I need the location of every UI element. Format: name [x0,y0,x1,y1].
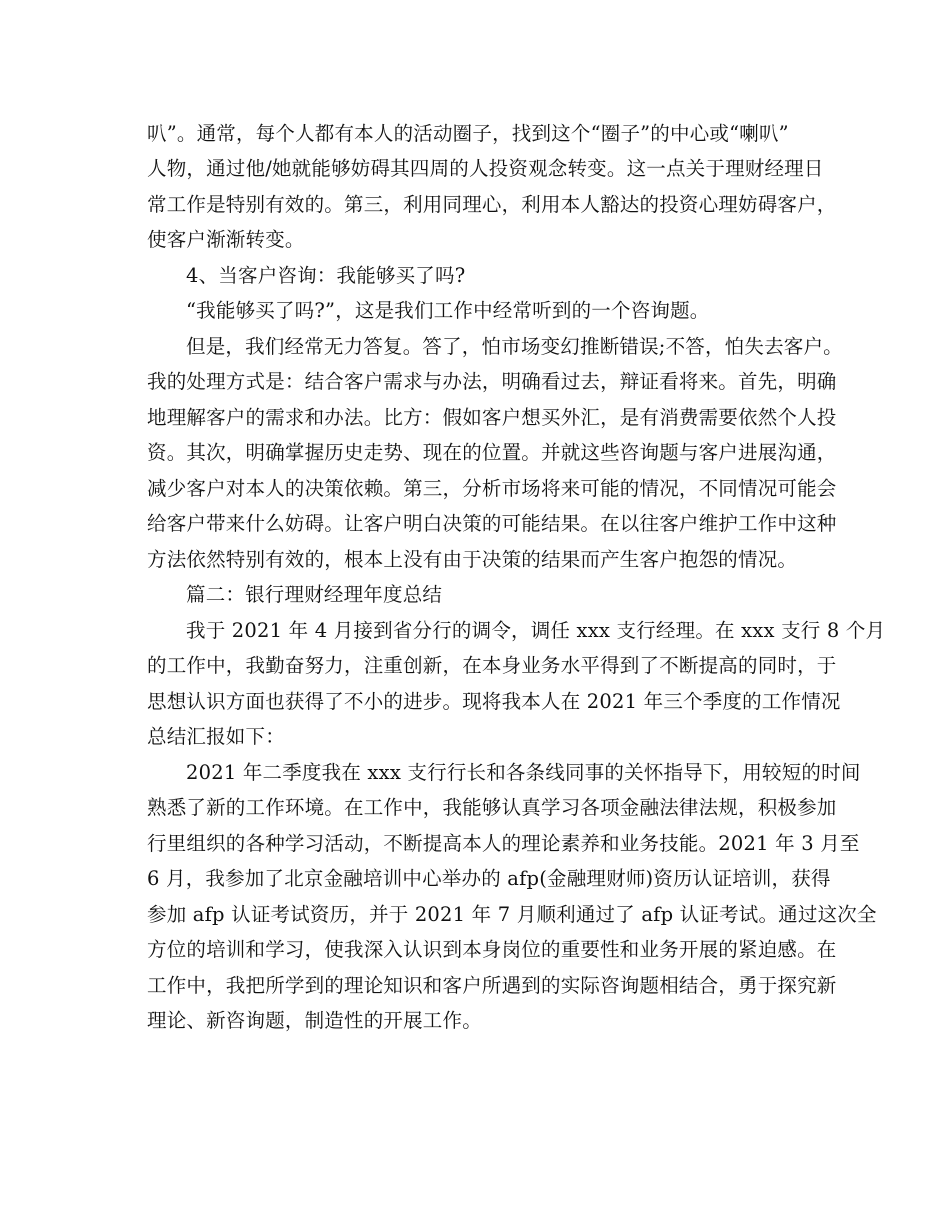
text-line: 理论、新咨询题，制造性的开展工作。 [147,1009,482,1032]
text-line: 常工作是特别有效的。第三，利用同理心，利用本人豁达的投资心理妨碍客户， [147,193,837,216]
text-line: 工作中，我把所学到的理论知识和客户所遇到的实际咨询题相结合，勇于探究新 [147,974,837,997]
text-line: 思想认识方面也获得了不小的进步。现将我本人在 2021 年三个季度的工作情况 [147,690,841,713]
text-line: 我于 2021 年 4 月接到省分行的调令，调任 xxx 支行经理。在 xxx 支行 8 个月 [186,619,886,642]
text-line: 人物，通过他/她就能够妨碍其四周的人投资观念转变。这一点关于理财经理日 [147,157,824,180]
text-line: 4、当客户咨询：我能够买了吗? [186,264,466,287]
text-line: 熟悉了新的工作环境。在工作中，我能够认真学习各项金融法律法规，积极参加 [147,796,837,819]
text-line: 参加 afp 认证考试资历，并于 2021 年 7 月顺利通过了 afp 认证考试。通过这次全 [147,903,877,926]
text-line: 但是，我们经常无力答复。答了，怕市场变幻推断错误;不答，怕失去客户。 [186,335,843,358]
text-line: 6 月，我参加了北京金融培训中心举办的 afp(金融理财师)资历认证培训，获得 [147,867,831,890]
text-line: 我的处理方式是：结合客户需求与办法，明确看过去，辩证看将来。首先，明确 [147,370,837,393]
section-heading: 篇二：银行理财经理年度总结 [186,583,443,606]
text-line: 行里组织的各种学习活动，不断提高本人的理论素养和业务技能。2021 年 3 月至 [147,832,860,855]
text-line: 的工作中，我勤奋努力，注重创新，在本身业务水平得到了不断提高的同时，于 [147,654,837,677]
text-line: 给客户带来什么妨碍。让客户明白决策的可能结果。在以往客户维护工作中这种 [147,512,837,535]
text-line: 减少客户对本人的决策依赖。第三，分析市场将来可能的情况，不同情况可能会 [147,477,837,500]
text-line: 总结汇报如下： [147,725,285,748]
text-line: 方法依然特别有效的，根本上没有由于决策的结果而产生客户抱怨的情况。 [147,548,798,571]
text-line: 叭”。通常，每个人都有本人的活动圈子，找到这个“圈子”的中心或“喇叭” [147,122,789,145]
text-line: “我能够买了吗?”，这是我们工作中经常听到的一个咨询题。 [186,299,710,322]
text-line: 地理解客户的需求和办法。比方：假如客户想买外汇，是有消费需要依然个人投 [147,406,837,429]
text-line: 方位的培训和学习，使我深入认识到本身岗位的重要性和业务开展的紧迫感。在 [147,938,837,961]
text-line: 2021 年二季度我在 xxx 支行行长和各条线同事的关怀指导下，用较短的时间 [186,761,861,784]
text-line: 使客户渐渐转变。 [147,228,305,251]
text-line: 资。其次，明确掌握历史走势、现在的位置。并就这些咨询题与客户进展沟通， [147,441,837,464]
